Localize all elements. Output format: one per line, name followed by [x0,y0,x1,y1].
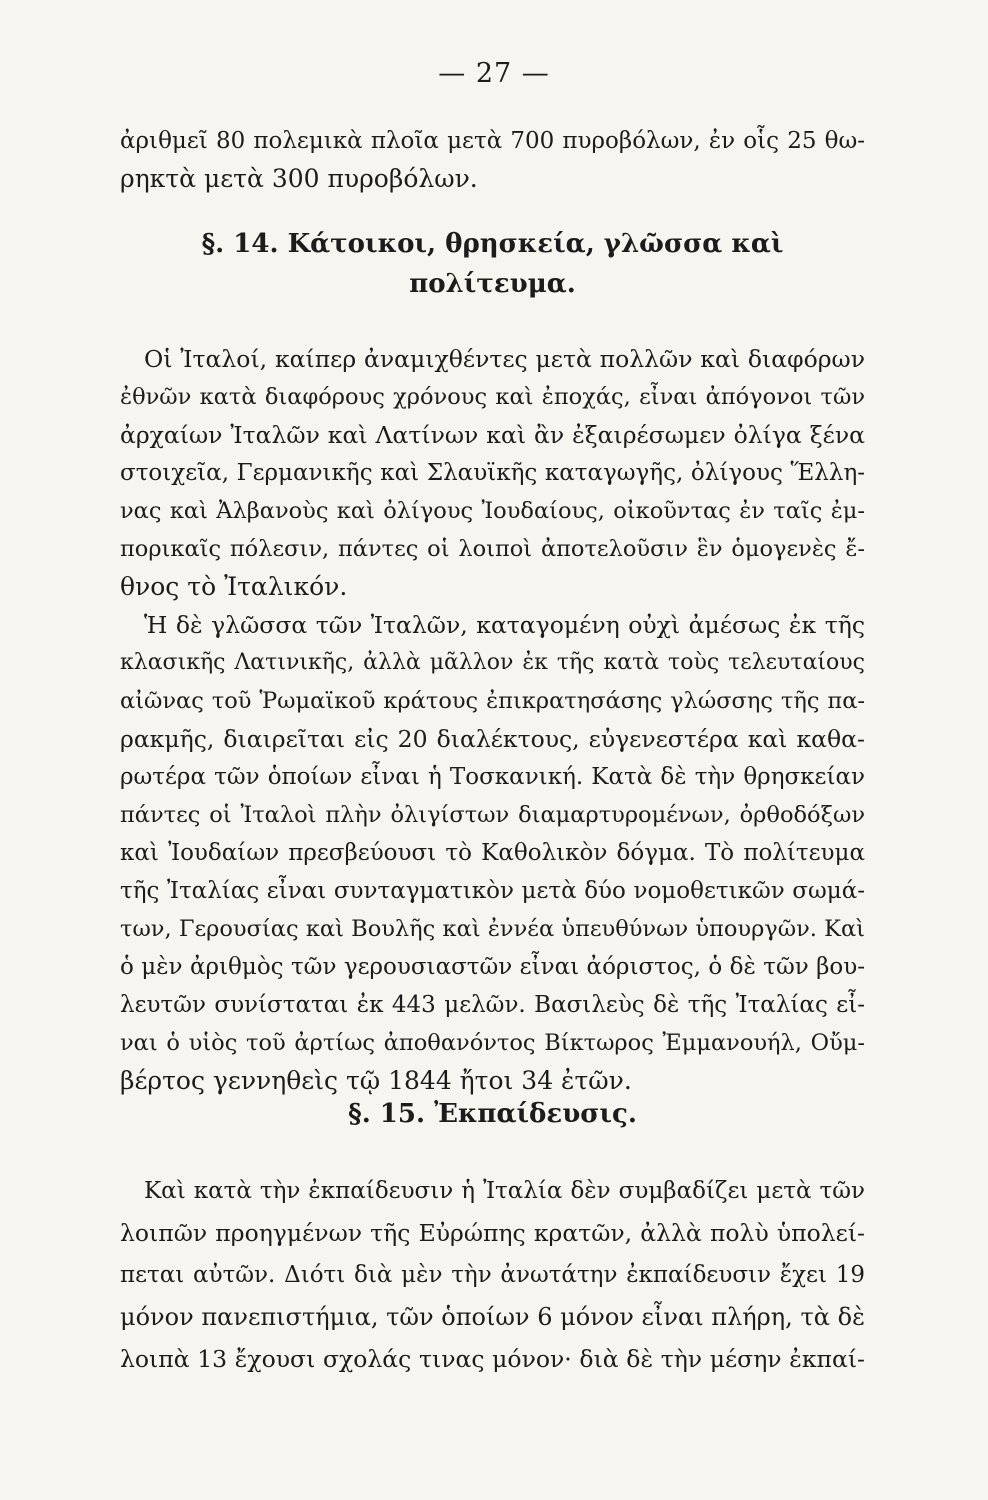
text-line: των, Γερουσίας καὶ Βουλῆς καὶ ἐννέα ὑπευθύνων ὑπουργῶν. Καὶ [120,916,865,942]
section-15-body [120,1170,865,1380]
text-line: πεται αὐτῶν. Διότι διὰ μὲν τὴν ἀνωτάτην ἐκπαίδευσιν ἔχει 19 [120,1262,865,1288]
text-line: τῆς Ἰταλίας εἶναι συνταγματικὸν μετὰ δύο νομοθετικῶν σωμά- [120,878,865,904]
text-line: κλασικῆς Λατινικῆς, ἀλλὰ μᾶλλον ἐκ τῆς κατὰ τοὺς τελευταίους [120,650,865,675]
section-14-body [120,340,865,1100]
text-line: καὶ Ἰουδαίων πρεσβεύουσι τὸ Καθολικὸν δόγμα. Τὸ πολίτευμα [120,840,865,866]
text-line: μόνον πανεπιστήμια, τῶν ὁποίων 6 μόνον εἶναι πλήρη, τὰ δὲ [120,1303,865,1331]
text-line: βέρτος γεννηθεὶς τῷ 1844 ἤτοι 34 ἐτῶν. [120,1066,632,1095]
text-line: νας καὶ Ἀλβανοὺς καὶ ὀλίγους Ἰουδαίους, οἰκοῦντας ἐν ταῖς ἐμ- [120,498,865,524]
text-line: ἀρχαίων Ἰταλῶν καὶ Λατίνων καὶ ἂν ἐξαιρέσωμεν ὀλίγα ξένα [120,421,865,449]
text-line: στοιχεῖα, Γερμανικῆς καὶ Σλαυϊκῆς καταγωγῆς, ὀλίγους Ἕλλη- [120,460,865,486]
text-line: θνος τὸ Ἰταλικόν. [120,572,348,601]
intro-paragraph [120,122,865,198]
text-line: αἰῶνας τοῦ Ῥωμαϊκοῦ κράτους ἐπικρατησάσης γλώσσης τῆς πα- [120,688,865,714]
text-line: ρακμῆς, διαιρεῖται εἰς 20 διαλέκτους, εὐγενεστέρα καὶ καθα- [120,725,865,753]
text-line: ρωτέρα τῶν ὁποίων εἶναι ἡ Τοσκανική. Κατὰ δὲ τὴν θρησκείαν [120,764,865,790]
text-line: Οἱ Ἰταλοί, καίπερ ἀναμιχθέντες μετὰ πολλῶν καὶ διαφόρων [144,345,865,373]
text-line: ναι ὁ υἱὸς τοῦ ἀρτίως ἀποθανόντος Βίκτωρος Ἐμμανουήλ, Οὔμ- [120,1030,865,1056]
text-line: Ἡ δὲ γλῶσσα τῶν Ἰταλῶν, καταγομένη οὐχὶ ἀμέσως ἐκ τῆς [144,611,865,639]
text-line: πάντες οἱ Ἰταλοὶ πλὴν ὀλιγίστων διαμαρτυρομένων, ὀρθοδόξων [120,802,865,828]
section-14-heading-line-2: πολίτευμα. [409,269,576,299]
text-line: λοιπῶν προηγμένων τῆς Εὐρώπης κρατῶν, ἀλλὰ πολὺ ὑπολεί- [120,1219,865,1247]
text-line: ἀριθμεῖ 80 πολεμικὰ πλοῖα μετὰ 700 πυροβόλων, ἐν οἷς 25 θω- [120,128,865,154]
page-number: — 27 — [438,58,550,89]
text-line: Καὶ κατὰ τὴν ἐκπαίδευσιν ἡ Ἰταλία δὲν συμβαδίζει μετὰ τῶν [144,1178,865,1204]
text-line: ἐθνῶν κατὰ διαφόρους χρόνους καὶ ἐποχάς, εἶναι ἀπόγονοι τῶν [120,384,865,410]
text-line: ρηκτὰ μετὰ 300 πυροβόλων. [120,164,478,193]
text-line: λευτῶν συνίσταται ἐκ 443 μελῶν. Βασιλεὺς δὲ τῆς Ἰταλίας εἶ- [120,992,865,1018]
section-14-heading [120,224,865,304]
section-14-heading-line-1: §. 14. Κάτοικοι, θρησκεία, γλῶσσα καὶ [201,229,784,259]
text-line: ὁ μὲν ἀριθμὸς τῶν γερουσιαστῶν εἶναι ἀόριστος, ὁ δὲ τῶν βου- [120,954,865,980]
text-line: πορικαῖς πόλεσιν, πάντες οἱ λοιποὶ ἀποτελοῦσιν ἓν ὁμογενὲς ἔ- [120,536,865,562]
text-line: λοιπὰ 13 ἔχουσι σχολάς τινας μόνον· διὰ δὲ τὴν μέσην ἐκπαί- [120,1345,865,1373]
section-15-heading: §. 15. Ἐκπαίδευσις. [348,1099,637,1129]
